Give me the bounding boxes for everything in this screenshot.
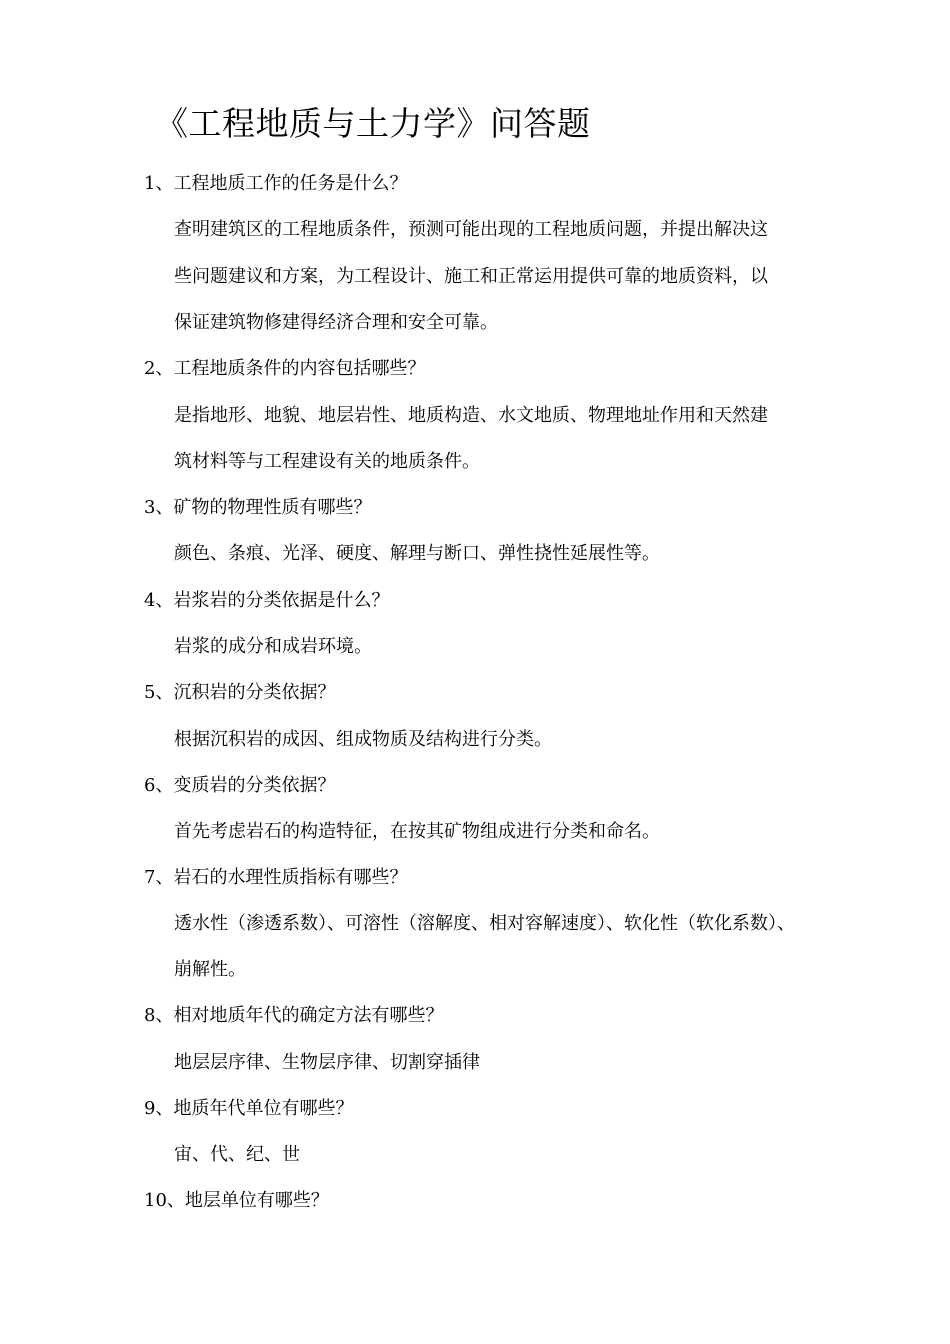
answer-8-line-1: 地层层序律、生物层序律、切割穿插律 xyxy=(174,1052,480,1073)
answer-7-line-2: 崩解性。 xyxy=(174,959,246,980)
page-title: 《工程地质与土力学》问答题 xyxy=(155,104,591,143)
answer-9-line-1: 宙、代、纪、世 xyxy=(174,1144,300,1165)
question-10: 10、地层单位有哪些？ xyxy=(144,1190,329,1211)
answer-1-line-1: 查明建筑区的工程地质条件，预测可能出现的工程地质问题，并提出解决这 xyxy=(174,219,768,240)
answer-1-line-3: 保证建筑物修建得经济合理和安全可靠。 xyxy=(174,312,498,333)
answer-5-line-1: 根据沉积岩的成因、组成物质及结构进行分类。 xyxy=(174,729,552,750)
question-3: 3、矿物的物理性质有哪些？ xyxy=(144,497,372,518)
answer-2-line-1: 是指地形、地貌、地层岩性、地质构造、水文地质、物理地址作用和天然建 xyxy=(174,405,768,426)
answer-6-line-1: 首先考虑岩石的构造特征，在按其矿物组成进行分类和命名。 xyxy=(174,821,660,842)
question-5: 5、沉积岩的分类依据？ xyxy=(144,682,336,703)
answer-4-line-1: 岩浆的成分和成岩环境。 xyxy=(174,636,372,657)
question-6: 6、变质岩的分类依据？ xyxy=(144,775,336,796)
question-7: 7、岩石的水理性质指标有哪些？ xyxy=(144,867,408,888)
answer-7-line-1: 透水性（渗透系数）、可溶性（溶解度、相对容解速度）、软化性（软化系数）、 xyxy=(174,913,795,934)
question-9: 9、地质年代单位有哪些？ xyxy=(144,1098,354,1119)
answer-3-line-1: 颜色、条痕、光泽、硬度、解理与断口、弹性挠性延展性等。 xyxy=(174,543,660,564)
question-8: 8、相对地质年代的确定方法有哪些？ xyxy=(144,1005,444,1026)
answer-2-line-2: 筑材料等与工程建设有关的地质条件。 xyxy=(174,451,480,472)
question-4: 4、岩浆岩的分类依据是什么？ xyxy=(144,590,390,611)
question-2: 2、工程地质条件的内容包括哪些？ xyxy=(144,358,426,379)
question-1: 1、工程地质工作的任务是什么？ xyxy=(144,173,408,194)
answer-1-line-2: 些问题建议和方案，为工程设计、施工和正常运用提供可靠的地质资料，以 xyxy=(174,266,768,287)
